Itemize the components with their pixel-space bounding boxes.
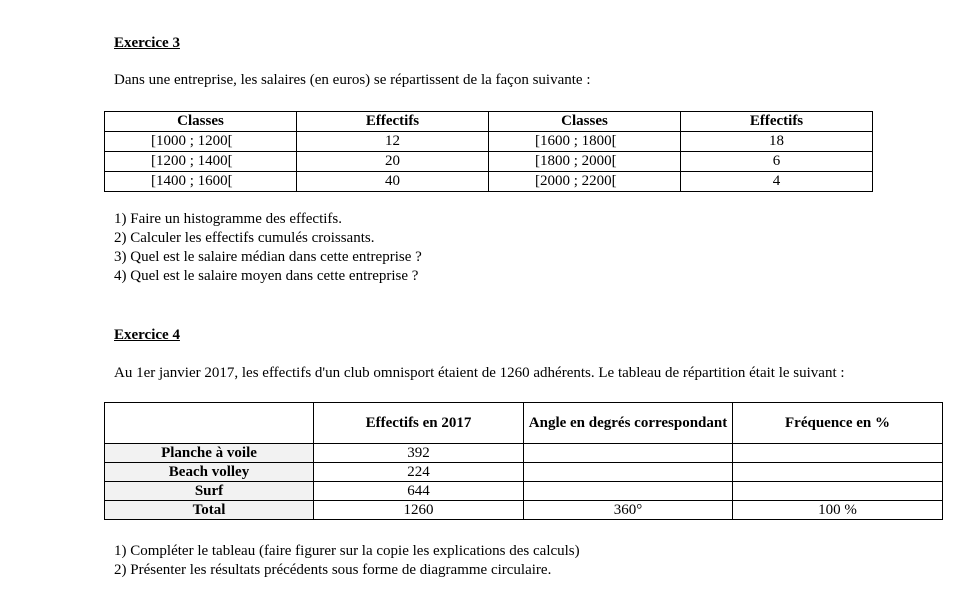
count-cell: 40 bbox=[297, 172, 489, 192]
class-cell: [1000 ; 1200[ bbox=[105, 132, 297, 152]
count-cell: 4 bbox=[681, 172, 873, 192]
exercise-4-title: Exercice 4 bbox=[114, 327, 180, 343]
table-row-total bbox=[105, 501, 943, 520]
table-row bbox=[105, 444, 943, 463]
header-angle: Angle en degrés correspondant bbox=[524, 403, 733, 444]
count-cell: 1260 bbox=[314, 501, 524, 520]
header-effectifs-2: Effectifs bbox=[681, 112, 873, 132]
angle-cell bbox=[524, 444, 733, 463]
question-item: 2) Présenter les résultats précédents sous forme de diagramme circulaire. bbox=[114, 562, 552, 578]
class-cell: [2000 ; 2200[ bbox=[489, 172, 681, 192]
angle-cell bbox=[524, 463, 733, 482]
salary-distribution-table bbox=[104, 111, 873, 192]
exercise-3-intro: Dans une entreprise, les salaires (en euros) se répartissent de la façon suivante : bbox=[114, 72, 591, 88]
table-row bbox=[105, 172, 873, 192]
angle-cell bbox=[524, 482, 733, 501]
angle-cell: 360° bbox=[524, 501, 733, 520]
count-cell: 6 bbox=[681, 152, 873, 172]
count-cell: 18 bbox=[681, 132, 873, 152]
club-distribution-table bbox=[104, 402, 943, 520]
count-cell: 20 bbox=[297, 152, 489, 172]
question-item: 4) Quel est le salaire moyen dans cette entreprise ? bbox=[114, 268, 419, 284]
row-label: Planche à voile bbox=[105, 444, 314, 463]
table-header-row bbox=[105, 403, 943, 444]
table-header-row bbox=[105, 112, 873, 132]
table-row bbox=[105, 482, 943, 501]
frequency-cell bbox=[733, 463, 943, 482]
class-cell: [1200 ; 1400[ bbox=[105, 152, 297, 172]
frequency-cell bbox=[733, 444, 943, 463]
class-cell: [1800 ; 2000[ bbox=[489, 152, 681, 172]
count-cell: 392 bbox=[314, 444, 524, 463]
frequency-cell: 100 % bbox=[733, 501, 943, 520]
exercise-4-questions bbox=[114, 542, 580, 580]
count-cell: 224 bbox=[314, 463, 524, 482]
row-label: Beach volley bbox=[105, 463, 314, 482]
table-row bbox=[105, 132, 873, 152]
exercise-4-intro: Au 1er janvier 2017, les effectifs d'un club omnisport étaient de 1260 adhérents. Le tableau de répartition était le suivant : bbox=[114, 365, 845, 381]
exercise-3-questions bbox=[114, 210, 422, 286]
row-label: Surf bbox=[105, 482, 314, 501]
table-row bbox=[105, 152, 873, 172]
class-cell: [1600 ; 1800[ bbox=[489, 132, 681, 152]
exercise-3-title: Exercice 3 bbox=[114, 35, 180, 51]
header-effectifs-2017: Effectifs en 2017 bbox=[314, 403, 524, 444]
question-item: 3) Quel est le salaire médian dans cette entreprise ? bbox=[114, 249, 422, 265]
class-cell: [1400 ; 1600[ bbox=[105, 172, 297, 192]
question-item: 1) Faire un histogramme des effectifs. bbox=[114, 211, 342, 227]
header-frequence: Fréquence en % bbox=[733, 403, 943, 444]
header-classes-2: Classes bbox=[489, 112, 681, 132]
row-label: Total bbox=[105, 501, 314, 520]
header-empty bbox=[105, 403, 314, 444]
frequency-cell bbox=[733, 482, 943, 501]
header-effectifs-1: Effectifs bbox=[297, 112, 489, 132]
count-cell: 12 bbox=[297, 132, 489, 152]
header-classes-1: Classes bbox=[105, 112, 297, 132]
count-cell: 644 bbox=[314, 482, 524, 501]
table-row bbox=[105, 463, 943, 482]
question-item: 1) Compléter le tableau (faire figurer sur la copie les explications des calculs) bbox=[114, 543, 580, 559]
question-item: 2) Calculer les effectifs cumulés croissants. bbox=[114, 230, 375, 246]
